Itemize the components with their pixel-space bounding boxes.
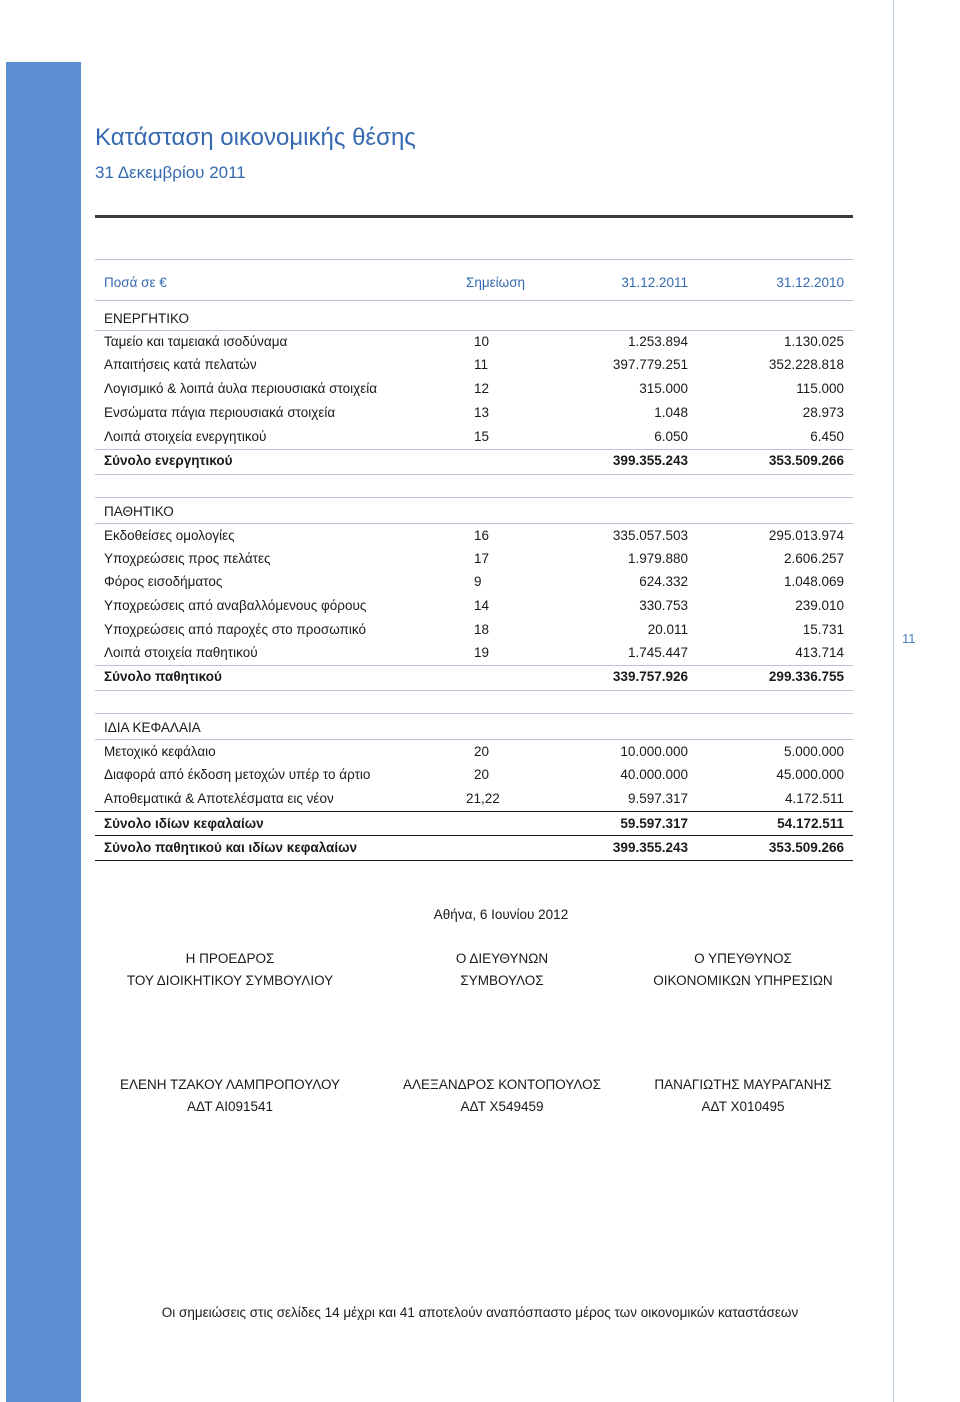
liabilities-total-bottom-rule (95, 690, 853, 691)
assets-heading: ΕΝΕΡΓΗΤΙΚΟ (104, 311, 190, 326)
role-line: Ο ΥΠΕΥΘΥΝΟΣ (694, 951, 792, 966)
grand-total-value-2010: 353.509.266 (768, 840, 844, 855)
signatory-id: ΑΔΤ Χ549459 (460, 1099, 544, 1114)
liabilities-total-row (104, 667, 844, 687)
assets-total-row (104, 451, 844, 471)
row-value-2010: 413.714 (795, 645, 844, 660)
row-label: Λοιπά στοιχεία παθητικού (104, 645, 258, 660)
role-line: ΟΙΚΟΝΟΜΙΚΩΝ ΥΠΗΡΕΣΙΩΝ (653, 973, 833, 988)
grand-total-row (104, 838, 844, 858)
row-value-2011: 6.050 (654, 429, 688, 444)
equity-total-row (104, 814, 844, 834)
row-value-2011: 335.057.503 (612, 528, 688, 543)
liabilities-total-rule (95, 665, 853, 666)
header-bottom-rule (95, 300, 853, 301)
row-note: 18 (474, 622, 490, 637)
right-margin-rule (893, 0, 894, 1402)
row-note: 14 (474, 598, 490, 613)
row-label: Λογισμικό & λοιπά άυλα περιουσιακά στοιχεία (104, 381, 378, 396)
table-row (104, 549, 844, 569)
row-value-2010: 5.000.000 (783, 744, 844, 759)
liabilities-top-rule (95, 497, 853, 498)
row-note: 17 (474, 551, 490, 566)
table-row (104, 789, 844, 809)
date-place: Αθήνα, 6 Ιουνίου 2012 (433, 907, 569, 922)
table-row (104, 526, 844, 546)
total-label: Σύνολο ενεργητικού (104, 453, 233, 468)
signatory-ceo-role (402, 948, 602, 992)
table-row (104, 379, 844, 399)
signatory-name: ΠΑΝΑΓΙΩΤΗΣ ΜΑΥΡΑΓΑΝΗΣ (654, 1077, 832, 1092)
row-label: Φόρος εισοδήματος (104, 574, 223, 589)
table-row (104, 765, 844, 785)
grand-total-bottom-rule (95, 860, 853, 861)
row-note: 20 (474, 744, 490, 759)
assets-total-rule (95, 449, 853, 450)
equity-heading: ΙΔΙΑ ΚΕΦΑΛΑΙΑ (104, 720, 201, 735)
assets-total-bottom-rule (95, 474, 853, 475)
row-value-2010: 28.973 (802, 405, 844, 420)
total-value-2011: 59.597.317 (620, 816, 688, 831)
total-label: Σύνολο παθητικού (104, 669, 222, 684)
table-row (104, 596, 844, 616)
row-value-2010: 295.013.974 (768, 528, 844, 543)
role-line: ΣΥΜΒΟΥΛΟΣ (460, 973, 544, 988)
row-note: 11 (474, 357, 489, 372)
liabilities-heading: ΠΑΘΗΤΙΚΟ (104, 504, 174, 519)
table-row (104, 572, 844, 592)
row-note: 12 (474, 381, 490, 396)
signatory-id: ΑΔΤ Χ010495 (701, 1099, 785, 1114)
signatory-cfo-name (633, 1074, 853, 1118)
total-value-2010: 299.336.755 (768, 669, 844, 684)
table-row (104, 620, 844, 640)
row-note: 16 (474, 528, 490, 543)
role-line: Η ΠΡΟΕΔΡΟΣ (185, 951, 275, 966)
row-value-2010: 239.010 (795, 598, 844, 613)
liabilities-heading-rule (95, 523, 853, 524)
equity-heading-rule (95, 739, 853, 740)
title-divider (95, 215, 853, 218)
table-row (104, 355, 844, 375)
header-col-2010: 31.12.2010 (776, 275, 844, 290)
row-value-2011: 1.253.894 (627, 334, 688, 349)
equity-total-rule (95, 811, 853, 812)
table-row (104, 332, 844, 352)
row-value-2011: 397.779.251 (612, 357, 688, 372)
page-subtitle: 31 Δεκεμβρίου 2011 (95, 163, 246, 182)
row-value-2010: 45.000.000 (776, 767, 844, 782)
row-label: Λοιπά στοιχεία ενεργητικού (104, 429, 267, 444)
row-label: Υποχρεώσεις προς πελάτες (104, 551, 271, 566)
row-value-2011: 315.000 (639, 381, 688, 396)
row-value-2010: 6.450 (810, 429, 844, 444)
total-value-2010: 353.509.266 (768, 453, 844, 468)
row-note: 20 (474, 767, 490, 782)
signatory-name: ΕΛΕΝΗ ΤΖΑΚΟΥ ΛΑΜΠΡΟΠΟΥΛΟΥ (119, 1077, 341, 1092)
row-value-2010: 352.228.818 (768, 357, 844, 372)
signatory-chair-role (110, 948, 350, 992)
row-value-2011: 10.000.000 (620, 744, 688, 759)
total-value-2011: 399.355.243 (612, 453, 688, 468)
row-value-2010: 15.731 (802, 622, 844, 637)
row-note: 21,22 (466, 791, 500, 806)
assets-heading-rule (95, 330, 853, 331)
role-line: Ο ΔΙΕΥΘΥΝΩΝ (455, 951, 549, 966)
row-value-2010: 1.130.025 (783, 334, 844, 349)
left-decorative-band (6, 62, 81, 1402)
row-value-2011: 40.000.000 (620, 767, 688, 782)
table-row (104, 643, 844, 663)
row-label: Μετοχικό κεφάλαιο (104, 744, 216, 759)
signatory-name: ΑΛΕΞΑΝΔΡΟΣ ΚΟΝΤΟΠΟΥΛΟΣ (403, 1077, 601, 1092)
equity-top-rule (95, 713, 853, 714)
grand-total-rule (95, 835, 853, 836)
row-note: 10 (474, 334, 490, 349)
row-label: Υποχρεώσεις από αναβαλλόμενους φόρους (104, 598, 367, 613)
page-title: Κατάσταση οικονομικής θέσης (95, 124, 416, 151)
row-value-2010: 4.172.511 (784, 791, 844, 806)
page-number: 11 (902, 631, 916, 646)
header-amounts-label: Ποσά σε € (104, 275, 167, 290)
row-value-2011: 20.011 (647, 622, 688, 637)
row-label: Ενσώματα πάγια περιουσιακά στοιχεία (104, 405, 336, 420)
row-value-2010: 115.000 (796, 381, 844, 396)
row-label: Απαιτήσεις κατά πελατών (104, 357, 257, 372)
header-note: Σημείωση (466, 275, 526, 290)
row-note: 13 (474, 405, 490, 420)
row-label: Αποθεματικά & Αποτελέσματα εις νέον (104, 791, 334, 806)
signatory-cfo-role (633, 948, 853, 992)
table-row (104, 742, 844, 762)
row-label: Ταμείο και ταμειακά ισοδύναμα (104, 334, 288, 349)
total-value-2010: 54.172.511 (777, 816, 844, 831)
total-value-2011: 339.757.926 (612, 669, 688, 684)
grand-total-value-2011: 399.355.243 (612, 840, 688, 855)
header-col-2011: 31.12.2011 (621, 275, 688, 290)
table-row (104, 427, 844, 447)
table-header-row (104, 273, 844, 293)
row-note: 15 (474, 429, 490, 444)
row-label: Εκδοθείσες ομολογίες (104, 528, 235, 543)
row-value-2011: 1.745.447 (627, 645, 688, 660)
grand-total-label: Σύνολο παθητικού και ιδίων κεφαλαίων (104, 840, 357, 855)
row-label: Διαφορά από έκδοση μετοχών υπέρ το άρτιο (104, 767, 371, 782)
row-value-2011: 9.597.317 (627, 791, 688, 806)
row-value-2010: 2.606.257 (783, 551, 844, 566)
row-value-2011: 1.048 (654, 405, 688, 420)
table-row (104, 403, 844, 423)
row-note: 19 (474, 645, 490, 660)
row-value-2010: 1.048.069 (783, 574, 844, 589)
row-value-2011: 1.979.880 (627, 551, 688, 566)
row-note: 9 (474, 574, 482, 589)
row-label: Υποχρεώσεις από παροχές στο προσωπικό (104, 622, 367, 637)
header-top-rule (95, 259, 853, 260)
total-label: Σύνολο ιδίων κεφαλαίων (104, 816, 264, 831)
signatory-chair-name (100, 1074, 360, 1118)
signatory-ceo-name (392, 1074, 612, 1118)
row-value-2011: 330.753 (639, 598, 688, 613)
row-value-2011: 624.332 (639, 574, 688, 589)
role-line: ΤΟΥ ΔΙΟΙΚΗΤΙΚΟΥ ΣΥΜΒΟΥΛΙΟΥ (126, 973, 334, 988)
footer-note: Οι σημειώσεις στις σελίδες 14 μέχρι και 41 αποτελούν αναπόσπαστο μέρος των οικονομικών καταστάσεων (161, 1305, 799, 1320)
signatory-id: ΑΔΤ ΑΙ091541 (186, 1099, 274, 1114)
